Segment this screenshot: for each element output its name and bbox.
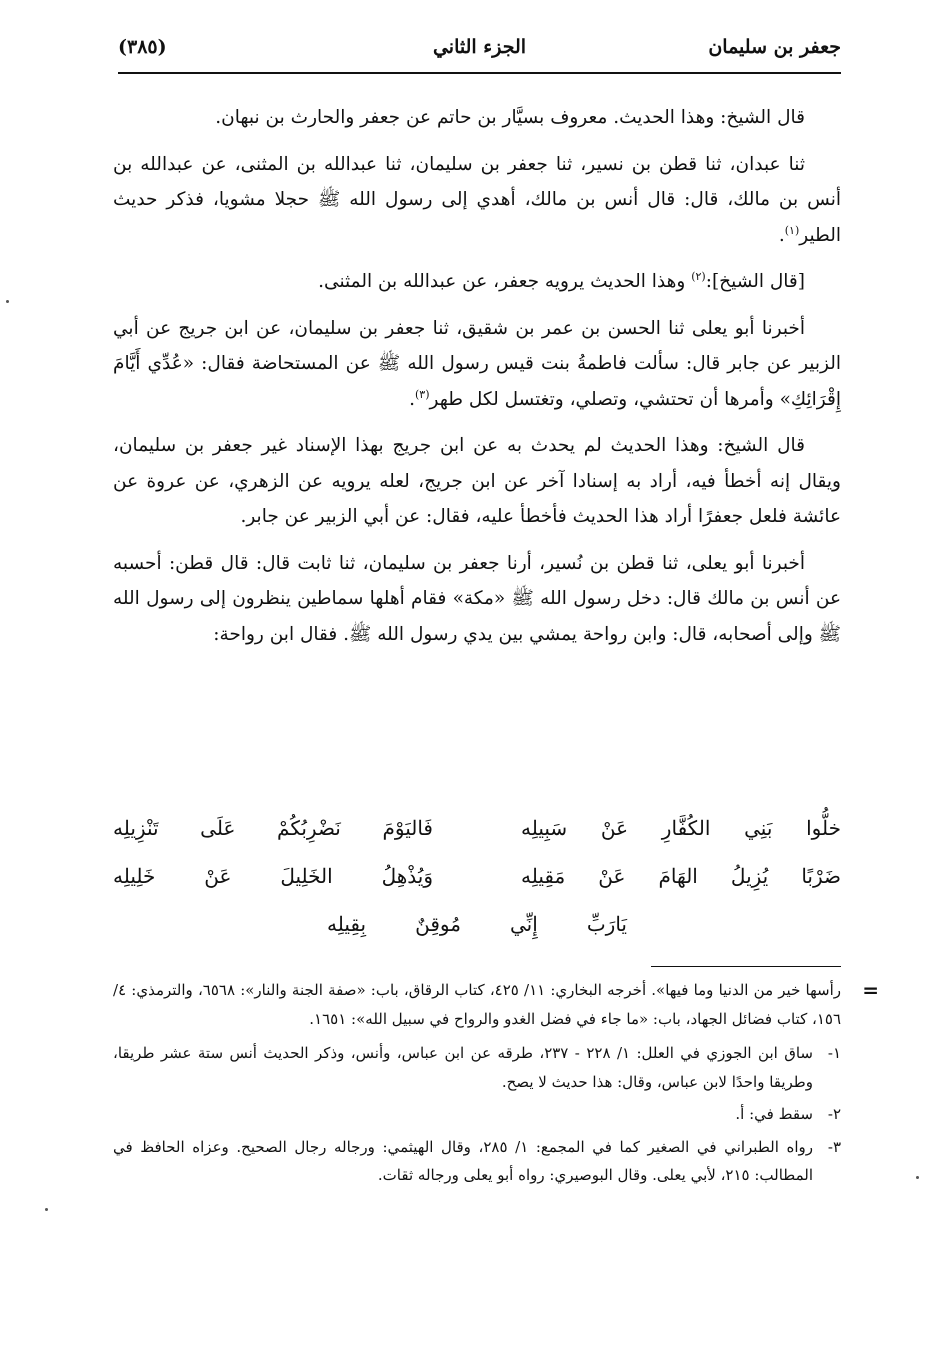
page-number: (٣٨٥)	[118, 36, 167, 58]
scan-speck	[916, 1176, 919, 1179]
footnote-continuation: رأسها خير من الدنيا وما فيها». أخرجه البخاري: ١١/ ٤٢٥، كتاب الرقاق، باب: «صفة الجنة والنار»: ٦٥٦٨، والترمذي: ٤/ ١٥٦، كتاب فضائل الجهاد، باب: «ما جاء في فضل الغدو والرواح في سبيل الله»: ١٦٥١.	[113, 981, 841, 1028]
paragraph-4-end: .	[409, 388, 415, 410]
paragraph-4	[113, 311, 841, 418]
verse-2	[113, 852, 841, 900]
verse-1-first-hemistich: خلُّوا بَنِي الكُفَّارِ عَنْ سَبِيلِه	[521, 816, 841, 840]
main-text	[113, 100, 841, 663]
poetry-block	[113, 804, 841, 948]
header-author-name: جعفر بن سليمان	[708, 36, 841, 58]
continuation-mark: =	[862, 978, 879, 1002]
paragraph-2-text: ثنا عبدان، ثنا قطن بن نسير، ثنا جعفر بن سليمان، ثنا عبدالله بن المثنى، عن عبدالله بن أنس بن مالك، قال: قال أنس بن مالك، أهدي إلى رسول الله ﷺ حجلا مشويا، فذكر حديث الطير	[113, 153, 841, 246]
verse-2-first-hemistich: ضَرْبًا يُزِيلُ الهَامَ عَنْ مَقِيلِه	[521, 864, 841, 888]
footnote-1	[113, 1039, 841, 1096]
verse-1-second-hemistich: فَاليَوْمَ نَضْرِبُكُمْ عَلَى تَنْزِيلِه	[113, 816, 433, 840]
footnote-marker-3: (٣)	[414, 387, 430, 401]
footnote-3-text: رواه الطبراني في الصغير كما في المجمع: ١/ ٢٨٥، وقال الهيثمي: ورجاله رجال الصحيح. وعزاه الحافظ في المطالب: ٢١٥، لأبي يعلى. وقال البوصيري: رواه أبو يعلى ورجاله ثقات.	[113, 1137, 813, 1184]
verse-3	[113, 900, 841, 948]
footnotes	[113, 976, 841, 1194]
paragraph-3-lead: [قال الشيخ]:	[705, 271, 805, 292]
paragraph-1	[113, 100, 841, 136]
footnote-2-text: سقط في: أ.	[735, 1105, 813, 1123]
paragraph-5-text: قال الشيخ: وهذا الحديث لم يحدث به عن ابن جريج بهذا الإسناد غير جعفر بن سليمان، ويقال إنه أخطأ فيه، أراد به إسنادا آخر عن ابن جريج، لعله يرويه عن الزهري، عن عروة عن عائشة فلعل جعفرًا أراد هذا الحديث فأخطأ عليه، فقال: عن أبي الزبير عن جابر.	[113, 435, 841, 527]
footnote-3-number: ٣-	[827, 1137, 841, 1156]
footnote-1-number: ١-	[827, 1044, 841, 1062]
paragraph-3	[113, 264, 841, 300]
verse-3-text: يَارَبِّ إِنِّي مُوقِنٌ بِقِيلِه	[327, 912, 627, 936]
footnote-2	[113, 1100, 841, 1129]
paragraph-2: ثنا عبدان، ثنا قطن بن نسير، ثنا جعفر بن سليمان، ثنا عبدالله بن المثنى، عن عبدالله بن أنس بن مالك، قال: قال أنس بن مالك، أهدي إلى رسول الله ﷺ حجلا مشويا، فذكر حديث الطير$^{(١)}$.	[113, 153, 841, 246]
scan-speck	[45, 1208, 48, 1211]
header-volume: الجزء الثاني	[432, 36, 527, 58]
paragraph-1-text: قال الشيخ: وهذا الحديث. معروف بسيَّار بن حاتم عن جعفر والحارث بن نبهان.	[215, 107, 805, 128]
verse-2-second-hemistich: وَيُذْهِلُ الخَلِيلَ عَنْ خَلِيلِه	[113, 864, 433, 888]
running-header	[118, 30, 841, 74]
scan-speck	[6, 300, 9, 303]
paragraph-6	[113, 546, 841, 653]
footnote-3	[113, 1133, 841, 1190]
paragraph-3-text: وهذا الحديث يرويه جعفر، عن عبدالله بن المثنى.	[318, 271, 686, 292]
footnote-1-text: ساق ابن الجوزي في العلل: ١/ ٢٢٨ - ٢٣٧، طرقه عن ابن عباس، وأنس، وذكر الحديث أنس ستة عشر طريقا، وطريقا واحدًا لابن عباس، وقال: هذا حديث لا يصح.	[113, 1044, 814, 1091]
footnote-2-number: ٢-	[827, 1105, 841, 1123]
footnote-marker-1: (١)	[784, 223, 800, 237]
paragraph-5	[113, 428, 841, 535]
footnote-separator	[651, 966, 841, 967]
paragraph-6-text: أخبرنا أبو يعلى، ثنا قطن بن نُسير، أرنا جعفر بن سليمان، ثنا ثابت قال: قال قطن: أحسبه عن أنس بن مالك قال: دخل رسول الله ﷺ «مكة» فقام أهلها سماطين ينظرون إلى رسول الله ﷺ وإلى أصحابه، قال: وابن رواحة يمشي بين يدي رسول الله ﷺ. فقال ابن رواحة:	[113, 552, 841, 645]
verse-1	[113, 804, 841, 852]
footnote-marker-2: (٢)	[691, 269, 706, 283]
paragraph-4-text: أخبرنا أبو يعلى ثنا الحسن بن عمر بن شقيق، ثنا جعفر بن سليمان، عن ابن جريج عن أبي الزبير عن جابر قال: سألت فاطمةُ بنت قيس رسول الله ﷺ عن المستحاضة فقال: «عُدِّي أَيَّامَ إِقْرَائِكِ» وأمرها أن تحتشي، وتصلي، وتغتسل لكل طهر	[113, 317, 841, 410]
